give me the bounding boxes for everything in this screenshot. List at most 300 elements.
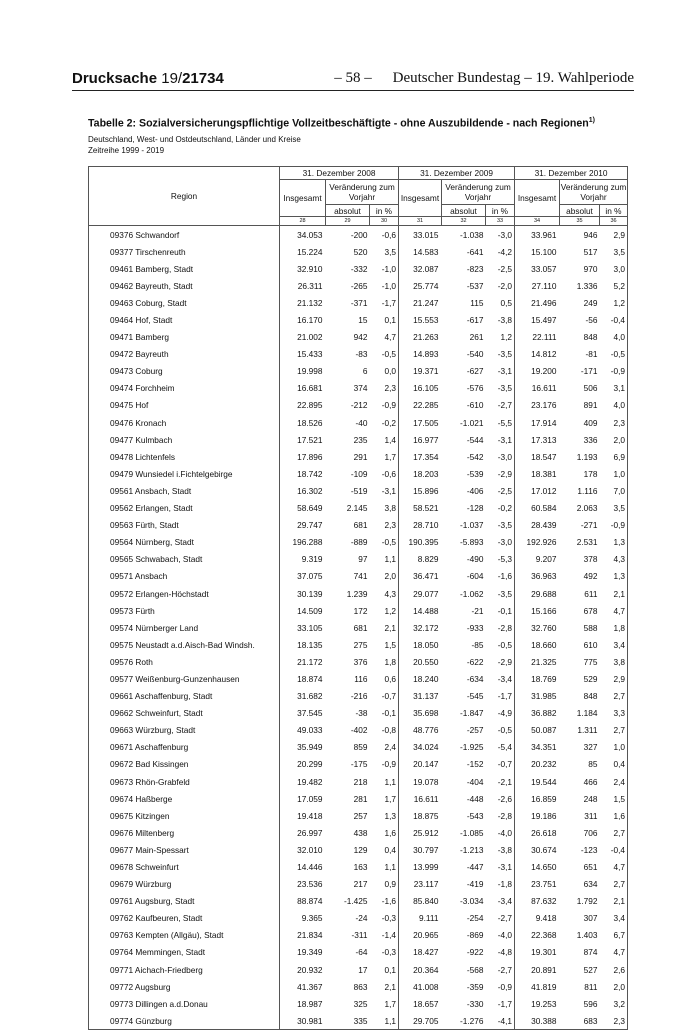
abs-change-2009-cell: -544 [466,434,484,445]
pct-change-2008-cell: 1,2 [370,602,399,619]
abs-change-2009-cell: -543 [466,810,484,821]
pct-change-2009-cell: -0,1 [486,602,515,619]
total-2008-cell: 20.932 [280,961,326,978]
total-2010-cell: 21.325 [515,653,560,670]
abs-change-2008-cell: -519 [350,485,368,496]
total-2009-cell: 22.285 [399,397,442,414]
pct-change-2008-cell: -0,6 [370,465,399,482]
table-row [89,876,628,893]
region-cell: 09577 Weißenburg-Gunzenhausen [89,670,280,687]
abs-change-2009-cell: -641 [466,246,484,257]
abs-change-2009-cell: -85 [471,639,484,650]
total-2008-cell: 31.682 [280,688,326,705]
total-2009-cell: 18.657 [399,995,442,1012]
table-row [89,534,628,551]
pct-change-2008-cell: -0,8 [370,722,399,739]
table-row [89,380,628,397]
total-2009-cell: 9.111 [399,910,442,927]
total-2009-cell: 20.147 [399,756,442,773]
total-2009-cell: 30.797 [399,841,442,858]
total-2010-cell: 20.232 [515,756,560,773]
pct-change-2010-cell: 2,4 [600,773,628,790]
total-2010-cell: 18.660 [515,636,560,653]
region-cell: 09773 Dillingen a.d.Donau [89,995,280,1012]
column-number: 31 [399,217,442,226]
total-2009-cell: 20.550 [399,653,442,670]
abs-change-2009-cell: -617 [466,315,484,326]
total-2009-cell: 85.840 [399,893,442,910]
pct-change-2009-cell: -2,9 [486,653,515,670]
total-2008-cell: 58.649 [280,500,326,517]
pct-change-2008-cell: -0,6 [370,226,399,244]
pct-change-2009-cell: -4,9 [486,705,515,722]
percent-header: in % [600,205,628,217]
pct-change-2010-cell: 3,5 [600,243,628,260]
data-table [88,166,628,1030]
pct-change-2009-cell: -5,5 [486,414,515,431]
pct-change-2010-cell: 4,7 [600,944,628,961]
total-2010-cell: 23.176 [515,397,560,414]
abs-change-2008-cell: 520 [353,246,368,257]
abs-change-2008-cell: -1.425 [343,896,368,907]
total-2010-cell: 27.110 [515,277,560,294]
table-body [89,226,628,1030]
pct-change-2009-cell: -3,5 [486,346,515,363]
table-row [89,944,628,961]
total-2009-cell: 31.137 [399,688,442,705]
pct-change-2008-cell: 0,1 [370,311,399,328]
pct-change-2010-cell: 2,7 [600,824,628,841]
pct-change-2009-cell: -3,1 [486,858,515,875]
total-2008-cell: 15.224 [280,243,326,260]
abs-change-2008-cell: 97 [358,554,368,565]
abs-change-2010-cell: 492 [583,571,598,582]
abs-change-2008-cell: -265 [350,280,368,291]
total-2009-cell: 19.371 [399,363,442,380]
total-2009-cell: 36.471 [399,568,442,585]
absolute-header: absolut [560,205,600,217]
table-title-footnote: 1) [588,117,595,124]
total-2009-cell: 190.395 [399,534,442,551]
abs-change-2010-cell: 248 [583,793,598,804]
total-2010-cell: 15.100 [515,243,560,260]
total-2009-cell: 41.008 [399,978,442,995]
pct-change-2008-cell: 1,7 [370,448,399,465]
pct-change-2010-cell: 2,9 [600,226,628,244]
pct-change-2009-cell: -3,5 [486,517,515,534]
abs-change-2008-cell: -64 [355,947,368,958]
table-row [89,927,628,944]
total-2008-cell: 33.105 [280,619,326,636]
page-header [72,70,634,92]
total-2008-cell: 16.170 [280,311,326,328]
table-row [89,995,628,1012]
total-2010-cell: 19.200 [515,363,560,380]
abs-change-2009-cell: -128 [466,503,484,514]
total-2008-cell: 49.033 [280,722,326,739]
total-2010-cell: 17.012 [515,482,560,499]
pct-change-2010-cell: 1,5 [600,790,628,807]
region-cell: 09772 Augsburg [89,978,280,995]
table-row [89,346,628,363]
abs-change-2009-cell: -933 [466,622,484,633]
pct-change-2009-cell: -3,8 [486,311,515,328]
total-2009-cell: 25.912 [399,824,442,841]
total-header: Insgesamt [399,180,442,217]
pct-change-2010-cell: 3,5 [600,500,628,517]
total-2009-cell: 14.893 [399,346,442,363]
pct-change-2010-cell: 1,0 [600,739,628,756]
pct-change-2010-cell: 5,2 [600,277,628,294]
pct-change-2010-cell: 1,8 [600,619,628,636]
total-2008-cell: 18.874 [280,670,326,687]
pct-change-2010-cell: 2,7 [600,722,628,739]
total-2009-cell: 14.488 [399,602,442,619]
total-2009-cell: 13.999 [399,858,442,875]
abs-change-2008-cell: -40 [355,417,368,428]
pct-change-2010-cell: 2,1 [600,893,628,910]
pct-change-2009-cell: -0,7 [486,756,515,773]
total-2010-cell: 192.926 [515,534,560,551]
total-2010-cell: 19.544 [515,773,560,790]
total-2009-cell: 14.583 [399,243,442,260]
column-number: 33 [486,217,515,226]
abs-change-2009-cell: -1.062 [459,588,484,599]
pct-change-2010-cell: -0,4 [600,311,628,328]
total-2010-cell: 31.985 [515,688,560,705]
total-2008-cell: 18.742 [280,465,326,482]
percent-header: in % [370,205,399,217]
abs-change-2009-cell: -406 [466,485,484,496]
pct-change-2009-cell: -5,3 [486,551,515,568]
abs-change-2010-cell: 1.193 [576,451,598,462]
table-row [89,910,628,927]
total-2009-cell: 29.077 [399,585,442,602]
abs-change-2009-cell: -1.276 [442,1012,486,1030]
pct-change-2008-cell: 1,5 [370,636,399,653]
region-cell: 09661 Aschaffenburg, Stadt [89,688,280,705]
table-row [89,688,628,705]
region-cell: 09474 Forchheim [89,380,280,397]
table-row [89,824,628,841]
region-cell: 09476 Kronach [89,414,280,431]
pct-change-2010-cell: 3,2 [600,995,628,1012]
total-2008-cell: 19.998 [280,363,326,380]
total-2008-cell: 29.747 [280,517,326,534]
pct-change-2008-cell: 1,3 [370,807,399,824]
abs-change-2008-cell: 275 [353,639,368,650]
total-2009-cell: 18.203 [399,465,442,482]
pct-change-2009-cell: -0,2 [486,500,515,517]
pct-change-2009-cell: -2,6 [486,790,515,807]
pct-change-2010-cell: 2,3 [600,414,628,431]
column-number: 30 [370,217,399,226]
total-2009-cell: 8.829 [399,551,442,568]
region-cell: 09461 Bamberg, Stadt [89,260,280,277]
pct-change-2008-cell: 1,7 [370,995,399,1012]
pct-change-2008-cell: 4,3 [370,585,399,602]
change-header: Veränderung zum Vorjahr [442,180,515,205]
pct-change-2010-cell: 6,7 [600,927,628,944]
pct-change-2010-cell: 2,9 [600,670,628,687]
region-cell: 09564 Nürnberg, Stadt [89,534,280,551]
table-row [89,858,628,875]
total-2010-cell: 26.618 [515,824,560,841]
abs-change-2009-cell: -922 [466,947,484,958]
total-2010-cell: 19.301 [515,944,560,961]
total-2009-cell: 18.240 [399,670,442,687]
pct-change-2009-cell: -2,8 [486,807,515,824]
column-number: 34 [515,217,560,226]
total-2010-cell: 16.859 [515,790,560,807]
total-2008-cell: 18.526 [280,414,326,431]
abs-change-2008-cell: 2.145 [346,503,368,514]
pct-change-2008-cell: 0,6 [370,670,399,687]
pct-change-2009-cell: -3,1 [486,431,515,448]
pct-change-2009-cell: -3,4 [486,893,515,910]
pct-change-2008-cell: 2,1 [370,619,399,636]
region-cell: 09475 Hof [89,397,280,414]
abs-change-2009-cell: 261 [469,332,484,343]
pct-change-2008-cell: 1,7 [370,790,399,807]
pct-change-2008-cell: 2,0 [370,568,399,585]
total-2008-cell: 37.075 [280,568,326,585]
pct-change-2008-cell: 4,7 [370,329,399,346]
absolute-header: absolut [326,205,370,217]
table-row [89,585,628,602]
table-row [89,602,628,619]
abs-change-2008-cell: 17 [358,964,368,975]
abs-change-2008-cell: -889 [350,537,368,548]
total-2010-cell: 32.760 [515,619,560,636]
abs-change-2010-cell: 1.336 [576,280,598,291]
total-2008-cell: 16.302 [280,482,326,499]
abs-change-2009-cell: -419 [466,879,484,890]
total-2009-cell: 18.427 [399,944,442,961]
table-row [89,551,628,568]
total-2009-cell: 15.553 [399,311,442,328]
total-2009-cell: 18.050 [399,636,442,653]
pct-change-2010-cell: 1,3 [600,534,628,551]
abs-change-2008-cell: 172 [353,605,368,616]
pct-change-2008-cell: -0,3 [370,910,399,927]
pct-change-2008-cell: 0,0 [370,363,399,380]
total-2008-cell: 21.172 [280,653,326,670]
abs-change-2008-cell: -109 [350,468,368,479]
region-cell: 09575 Neustadt a.d.Aisch-Bad Windsh. [89,636,280,653]
total-2010-cell: 33.057 [515,260,560,277]
table-row [89,329,628,346]
pct-change-2008-cell: 2,1 [370,978,399,995]
total-2009-cell: 33.015 [399,226,442,244]
abs-change-2010-cell: 706 [583,827,598,838]
region-cell: 09678 Schweinfurt [89,858,280,875]
abs-change-2010-cell: 634 [583,879,598,890]
abs-change-2010-cell: 651 [583,862,598,873]
total-2008-cell: 19.349 [280,944,326,961]
abs-change-2010-cell: 683 [560,1012,600,1030]
abs-change-2010-cell: 85 [588,759,598,770]
total-2010-cell: 36.882 [515,705,560,722]
abs-change-2010-cell: 1.116 [577,485,598,496]
abs-change-2008-cell: -200 [350,229,368,240]
pct-change-2009-cell: -0,5 [486,636,515,653]
region-cell: 09473 Coburg [89,363,280,380]
total-2010-cell: 18.769 [515,670,560,687]
table-row [89,226,628,244]
region-cell: 09471 Bamberg [89,329,280,346]
abs-change-2009-cell: -1.038 [459,229,484,240]
total-2008-cell: 32.010 [280,841,326,858]
pct-change-2008-cell: 1,4 [370,431,399,448]
table-row [89,294,628,311]
abs-change-2009-cell: -257 [466,725,484,736]
abs-change-2008-cell: 741 [353,571,368,582]
table-row [89,978,628,995]
region-cell: 09673 Rhön-Grabfeld [89,773,280,790]
table-row [89,431,628,448]
pct-change-2010-cell: 6,9 [600,448,628,465]
abs-change-2008-cell: -38 [355,708,368,719]
total-2009-cell: 16.105 [399,380,442,397]
abs-change-2008-cell: 291 [353,451,368,462]
total-2008-cell: 18.135 [280,636,326,653]
abs-change-2010-cell: 506 [583,383,598,394]
total-header: Insgesamt [515,180,560,217]
pct-change-2009-cell: -3,0 [486,534,515,551]
table-row [89,397,628,414]
total-2008-cell: 15.433 [280,346,326,363]
total-2010-cell: 18.381 [515,465,560,482]
pct-change-2008-cell: -0,7 [370,688,399,705]
table-row [89,363,628,380]
pct-change-2009-cell: -3,5 [486,380,515,397]
region-cell: 09671 Aschaffenburg [89,739,280,756]
total-2009-cell: 21.247 [399,294,442,311]
pct-change-2009-cell: -0,9 [486,978,515,995]
abs-change-2008-cell: 859 [353,742,368,753]
total-2010-cell: 36.963 [515,568,560,585]
change-header: Veränderung zum Vorjahr [560,180,628,205]
pct-change-2009-cell: -1,8 [486,876,515,893]
abs-change-2010-cell: -81 [585,349,598,360]
pct-change-2010-cell: 1,3 [600,568,628,585]
year-header-2008: 31. Dezember 2008 [280,167,399,180]
region-cell: 09574 Nürnberger Land [89,619,280,636]
abs-change-2010-cell: 588 [583,622,598,633]
doc-num-light: 19/ [161,70,183,87]
year-header-2010: 31. Dezember 2010 [515,167,628,180]
total-2010-cell: 17.914 [515,414,560,431]
abs-change-2009-cell: -359 [466,981,484,992]
pct-change-2009-cell: 0,5 [486,294,515,311]
abs-change-2008-cell: 376 [353,656,368,667]
pct-change-2010-cell: 2,1 [600,585,628,602]
abs-change-2010-cell: 336 [583,434,598,445]
column-number: 29 [326,217,370,226]
table-row [89,260,628,277]
total-2008-cell: 20.299 [280,756,326,773]
total-2009-cell: 32.087 [399,260,442,277]
abs-change-2008-cell: -332 [350,263,368,274]
pct-change-2010-cell: 2,0 [600,978,628,995]
abs-change-2010-cell: 2.531 [576,537,598,548]
region-cell: 09662 Schweinfurt, Stadt [89,705,280,722]
pct-change-2008-cell: 0,4 [370,841,399,858]
pct-change-2009-cell: -2,7 [486,910,515,927]
abs-change-2008-cell: 438 [353,827,368,838]
abs-change-2008-cell: -212 [350,400,368,411]
abs-change-2010-cell: 1.403 [576,930,598,941]
pct-change-2010-cell: 1,2 [600,294,628,311]
table-row [89,807,628,824]
total-2008-cell: 17.521 [280,431,326,448]
abs-change-2010-cell: -271 [580,520,598,531]
total-2008-cell: 14.446 [280,858,326,875]
total-2009-cell: 16.977 [399,431,442,448]
pct-change-2008-cell: 1,8 [370,653,399,670]
total-2009-cell: 16.611 [399,790,442,807]
table-row [89,961,628,978]
pct-change-2008-cell: -1,7 [370,294,399,311]
total-2009-cell: 17.505 [399,414,442,431]
table-title [88,117,595,130]
abs-change-2009-cell: -152 [466,759,484,770]
pct-change-2008-cell: 3,8 [370,500,399,517]
abs-change-2009-cell: -539 [466,468,484,479]
abs-change-2010-cell: 891 [583,400,598,411]
pct-change-2008-cell: -1,4 [370,927,399,944]
table-row [89,653,628,670]
region-cell: 09761 Augsburg, Stadt [89,893,280,910]
region-cell: 09572 Erlangen-Höchstadt [89,585,280,602]
publisher-line: Deutscher Bundestag – 19. Wahlperiode [392,70,634,86]
table-row [89,465,628,482]
total-2010-cell: 87.632 [515,893,560,910]
total-2009-cell: 18.875 [399,807,442,824]
table-row [89,756,628,773]
total-2009-cell: 35.698 [399,705,442,722]
table-row [89,277,628,294]
total-2010-cell: 19.186 [515,807,560,824]
pct-change-2008-cell: 2,3 [370,380,399,397]
total-2010-cell: 30.388 [515,1012,560,1030]
region-cell: 09763 Kempten (Allgäu), Stadt [89,927,280,944]
table-row [89,500,628,517]
pct-change-2008-cell: 1,1 [370,773,399,790]
total-2008-cell: 37.545 [280,705,326,722]
total-2009-cell: 21.263 [399,329,442,346]
pct-change-2008-cell: -0,9 [370,397,399,414]
table-row [89,739,628,756]
region-header: Region [89,167,280,226]
abs-change-2008-cell: 235 [353,434,368,445]
total-2010-cell: 9.207 [515,551,560,568]
total-2008-cell: 30.139 [280,585,326,602]
table-row [89,619,628,636]
total-2008-cell: 26.311 [280,277,326,294]
total-2008-cell: 9.365 [280,910,326,927]
abs-change-2009-cell: -1.213 [459,844,484,855]
abs-change-2009-cell: -447 [466,862,484,873]
total-2009-cell: 23.117 [399,876,442,893]
region-cell: 09464 Hof, Stadt [89,311,280,328]
pct-change-2010-cell: 4,0 [600,329,628,346]
abs-change-2008-cell: 681 [353,622,368,633]
abs-change-2010-cell: 611 [584,588,598,599]
pct-change-2009-cell: -1,7 [486,995,515,1012]
pct-change-2009-cell: -2,5 [486,482,515,499]
